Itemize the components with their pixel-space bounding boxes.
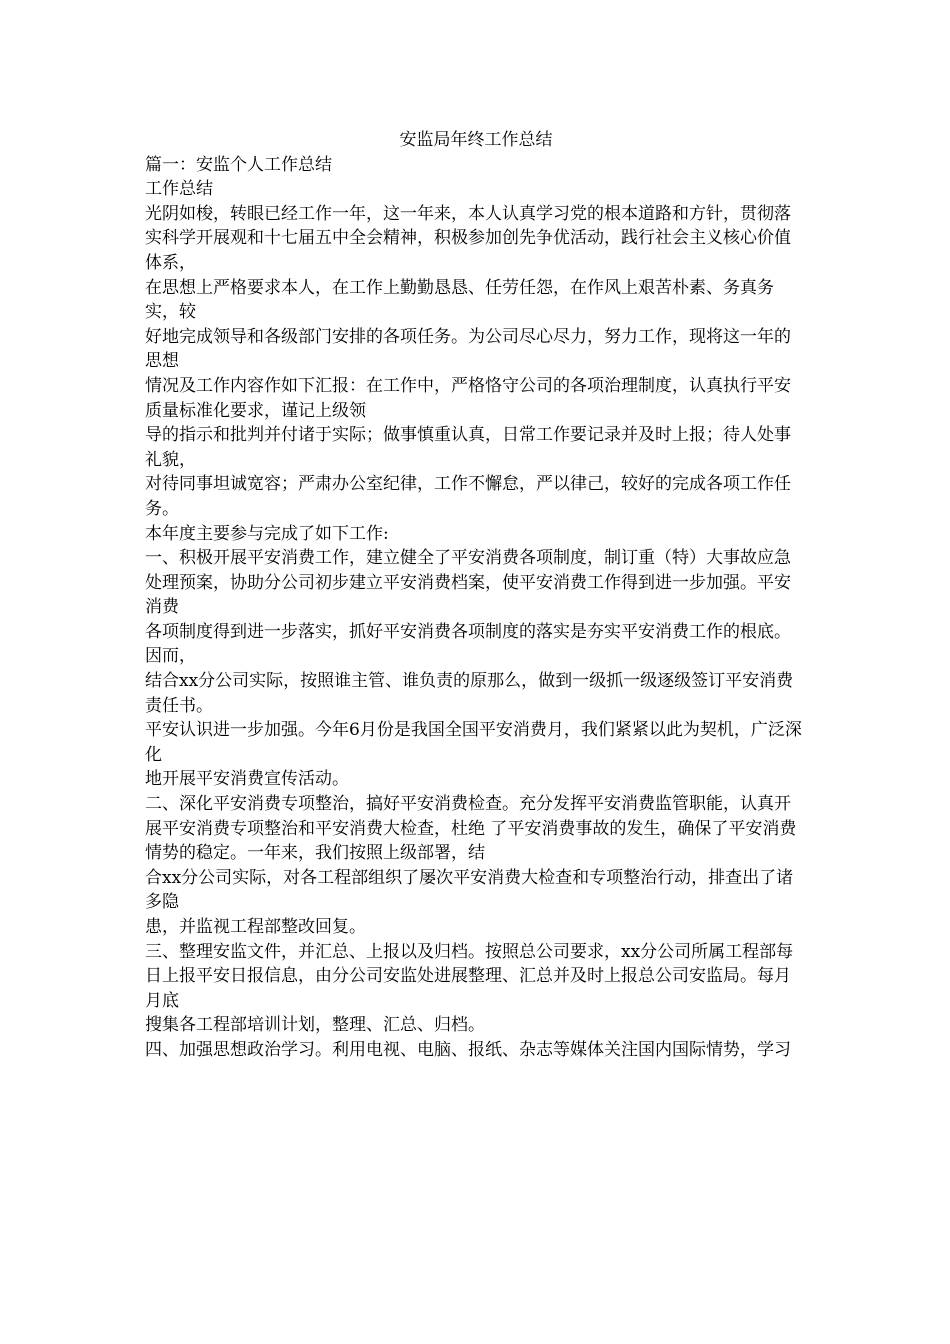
body-line: 三、整理安监文件，并汇总、上报以及归档。按照总公司要求，xx分公司所属工程部每 (145, 941, 794, 962)
body-line: 一、积极开展平安消费工作，建立健全了平安消费各项制度，制订重（特）大事故应急 (145, 548, 791, 569)
body-line: 处理预案，协助分公司初步建立平安消费档案，使平安消费工作得到进一步加强。平安消费 (145, 572, 791, 618)
subheading: 工作总结 (145, 179, 213, 200)
body-line: 好地完成领导和各级部门安排的各项任务。为公司尽心尽力，努力工作，现将这一年的思想 (145, 326, 791, 372)
body-line: 地开展平安消费宣传活动。 (145, 769, 349, 790)
body-line: 导的指示和批判并付诸于实际；做事慎重认真，日常工作要记录并及时上报；待人处事礼貌， (145, 425, 791, 470)
body-line: 患，并监视工程部整改回复。 (145, 917, 366, 937)
body-line: 二、深化平安消费专项整治，搞好平安消费检查。充分发挥平安消费监管职能，认真开 (145, 794, 791, 815)
body-line: 在思想上严格要求本人，在工作上勤勤恳恳、任劳任怨，在作风上艰苦朴素、务真务实，较 (145, 277, 774, 323)
body-line: 结合xx分公司实际，按照谁主管、谁负责的原那么，做到一级抓一级逐级签订平安消费责任书。 (145, 671, 794, 716)
body-line: 平安认识进一步加强。今年6月份是我国全国平安消费月，我们紧紧以此为契机，广泛深化 (145, 720, 802, 765)
document-page (145, 128, 807, 1063)
body-line: 四、加强思想政治学习。利用电视、电脑、报纸、杂志等媒体关注国内国际情势，学习 (145, 1039, 791, 1060)
body-line: 对待同事坦诚宽容；严肃办公室纪律，工作不懈怠，严以律己，较好的完成各项工作任务。 (145, 474, 791, 519)
body-line: 实科学开展观和十七届五中全会精神，积极参加创先争优活动，践行社会主义核心价值体系， (145, 228, 791, 273)
body-line: 合xx分公司实际，对各工程部组织了屡次平安消费大检查和专项整治行动，排查出了诸多隐 (145, 867, 794, 913)
body-line: 搜集各工程部培训计划，整理、汇总、归档。 (145, 1015, 485, 1036)
body-line: 本年度主要参与完成了如下工作: (145, 523, 389, 544)
document-title: 安监局年终工作总结 (399, 130, 553, 150)
body-line: 各项制度得到进一步落实，抓好平安消费各项制度的落实是夯实平安消费工作的根底。因而， (145, 621, 791, 667)
section-heading: 篇一：安监个人工作总结 (145, 154, 332, 175)
body-line: 光阴如梭，转眼已经工作一年，这一年来，本人认真学习党的根本道路和方针，贯彻落 (145, 203, 791, 224)
body-line: 日上报平安日报信息，由分公司安监处进展整理、汇总并及时上报总公司安监局。每月月底 (145, 966, 791, 1011)
body-line: 情况及工作内容作如下汇报：在工作中，严格恪守公司的各项治理制度，认真执行平安质量标准化要求，谨记上级领 (145, 375, 791, 421)
body-line: 展平安消费专项整治和平安消费大检查，杜绝 了平安消费事故的发生，确保了平安消费情势的稳定。一年来，我们按照上级部署，结 (145, 818, 797, 864)
